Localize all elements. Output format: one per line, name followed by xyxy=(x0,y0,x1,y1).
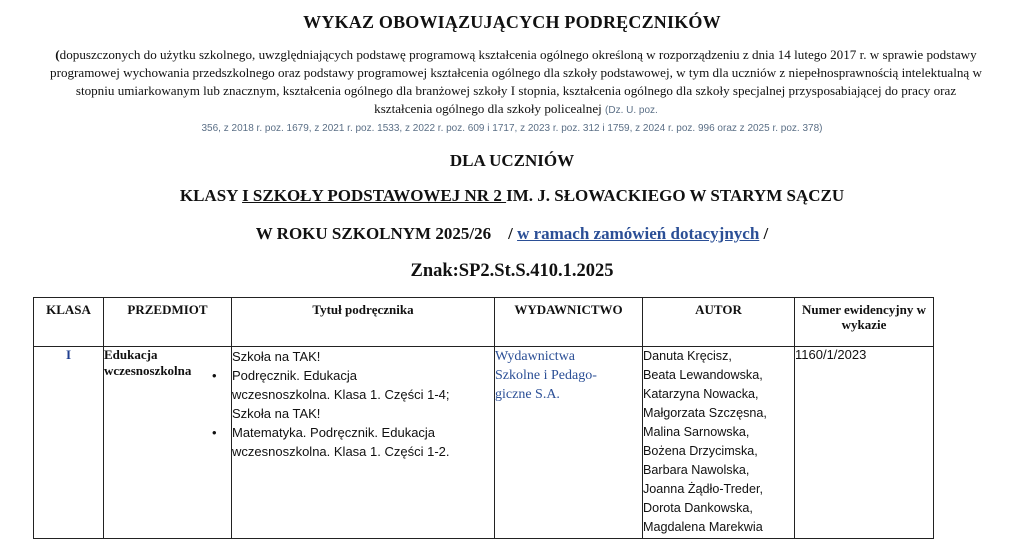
document-title: WYKAZ OBOWIĄZUJĄCYCH PODRĘCZNIKÓW xyxy=(303,12,721,32)
table-row xyxy=(34,347,934,539)
table-header-row xyxy=(34,298,934,347)
school-year: W ROKU SZKOLNYM 2025/26 xyxy=(255,224,492,243)
cell-authors xyxy=(643,347,795,539)
title-line: wczesnoszkolna. Klasa 1. Części 1-2. xyxy=(232,444,450,459)
publisher-line: giczne S.A. xyxy=(495,387,560,402)
school-year-heading xyxy=(0,224,1024,244)
subject-line: Edukacja xyxy=(104,347,158,362)
for-students-heading: DLA UCZNIÓW xyxy=(449,151,575,170)
header-author: AUTOR xyxy=(643,298,795,347)
legal-preamble xyxy=(46,46,986,120)
cell-registry-number: 1160/1/2023 xyxy=(795,347,934,539)
header-publisher: WYDAWNICTWO xyxy=(495,298,643,347)
author-name: Malina Sarnowska, xyxy=(643,425,750,439)
author-name: Barbara Nawolska, xyxy=(643,463,750,477)
author-name: Bożena Drzycimska, xyxy=(643,444,758,458)
slash-open: / xyxy=(508,224,513,243)
title-bullet-item: • Matematyka. Podręcznik. Edukacja xyxy=(232,423,494,442)
title-bullet-item: • Podręcznik. Edukacja xyxy=(232,366,494,385)
reference-number: Znak:SP2.St.S.410.1.2025 xyxy=(410,261,614,281)
class-school-underlined: I SZKOŁY PODSTAWOWEJ NR 2 xyxy=(242,186,507,205)
title-line: wczesnoszkolna. Klasa 1. Części 1-4; xyxy=(232,387,450,402)
header-class: KLASA xyxy=(34,298,104,347)
author-name: Joanna Żądło-Treder, xyxy=(643,482,763,496)
class-prefix: KLASY xyxy=(179,186,243,205)
author-name: Małgorzata Szczęsna, xyxy=(643,406,767,420)
preamble-text: dopuszczonych do użytku szkolnego, uwzględniających podstawę programową kształcenia ogólnego określoną w rozporządzeniu z dnia 14 lutego 2017 r. w sprawie podstawy programowej wychowania przedszkolnego oraz podstawy programowej kształcenia ogólnego dla szkoły podstawowej, w tym dla uczniów z niepełnosprawnością intelektualną w stopniu umiarkowanym lub znacznym, kształcenia ogólnego dla branżowej szkoły I stopnia, kształcenia ogólnego dla szkoły specjalnej przysposabiającej do pracy oraz kształcenia ogólnego dla szkoły policealnej xyxy=(50,47,982,116)
citation-continued: 356, z 2018 r. poz. 1679, z 2021 r. poz. 1533, z 2022 r. poz. 609 i 1717, z 2023 r. poz. 312 i 1759, z 2024 r. poz. 996 oraz z 2025 r. poz. 378) xyxy=(201,123,823,134)
cell-class: I xyxy=(34,347,104,539)
header-registry-number: Numer ewidencyjny w wykazie xyxy=(795,298,934,347)
author-name: Danuta Kręcisz, xyxy=(643,349,732,363)
header-subject: PRZEDMIOT xyxy=(104,298,232,347)
author-name: Katarzyna Nowacka, xyxy=(643,387,759,401)
author-name: Beata Lewandowska, xyxy=(643,368,763,382)
school-class-heading xyxy=(0,186,1024,206)
subsidized-orders-link[interactable]: w ramach zamówień dotacyjnych xyxy=(517,224,760,243)
slash-close: / xyxy=(763,224,769,243)
school-name: IM. J. SŁOWACKIEGO W STARYM SĄCZU xyxy=(506,186,845,205)
cell-publisher xyxy=(495,347,643,539)
preamble-open-paren: ( xyxy=(55,47,60,62)
cell-title xyxy=(232,347,495,539)
publisher-line: Wydawnictwa xyxy=(495,349,576,364)
textbook-table xyxy=(33,297,934,539)
author-name: Magdalena Marekwia xyxy=(643,520,763,534)
publisher-line: Szkolne i Pedago- xyxy=(495,368,597,383)
title-line: Szkoła na TAK! xyxy=(232,406,321,421)
header-title: Tytuł podręcznika xyxy=(232,298,495,347)
citation-start: (Dz. U. poz. xyxy=(605,105,658,116)
subject-line: wczesnoszkolna xyxy=(104,363,192,378)
author-name: Dorota Dankowska, xyxy=(643,501,753,515)
title-line: Szkoła na TAK! xyxy=(232,349,321,364)
